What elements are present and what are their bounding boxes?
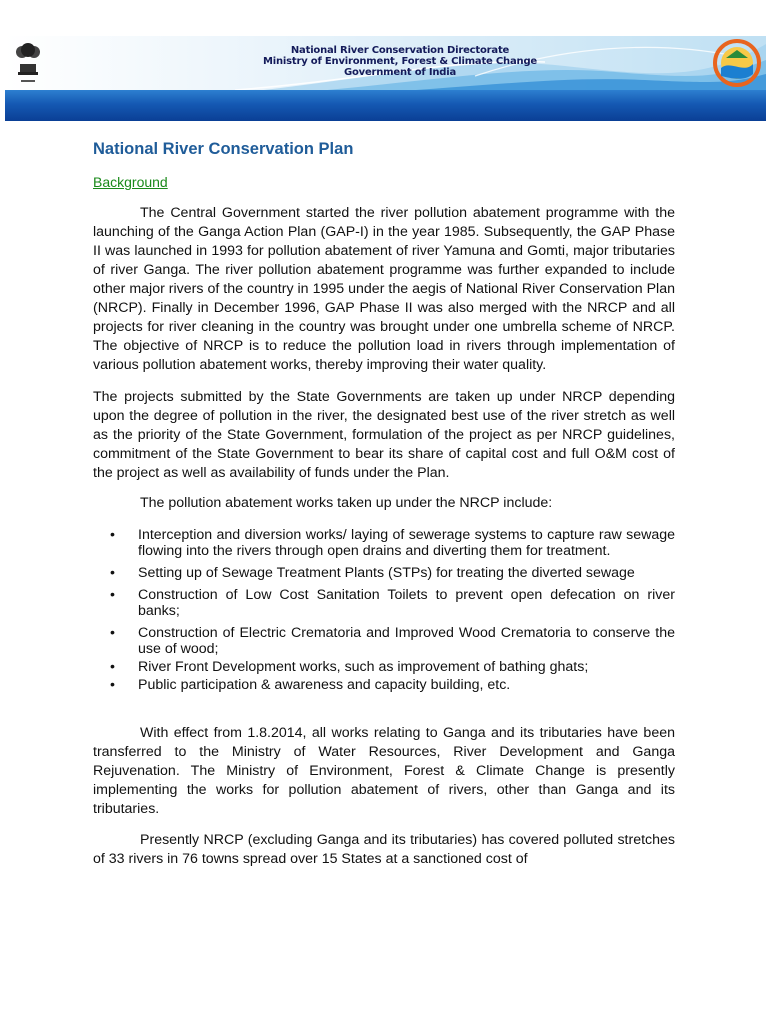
bullet-icon: • [110,677,115,693]
header-line-directorate: National River Conservation Directorate [290,45,510,56]
list-item [93,587,675,619]
list-item-text: Public participation & awareness and capacity building, etc. [138,677,511,693]
paragraph-works-intro: The pollution abatement works taken up under the NRCP include: [140,495,553,511]
paragraph-transfer: With effect from 1.8.2014, all works relating to Ganga and its tributaries have been transferred to the Ministry of Water Resources, River Development and Ganga Rejuvenation. The Ministry of Environment, Forest & Climate Change is presently implementing the works for pollution abatement of rivers, other than Ganga and its tributaries. [93,725,675,817]
paragraph-projects: The projects submitted by the State Governments are taken up under NRCP depending upon the degree of pollution in the river, the designated best use of the river stretch as well as the priority of the State Government, formulation of the project as per NRCP guidelines, commitment of the State Government to bear its share of capital cost and full O&M cost of the project as well as availability of funds under the Plan. [93,389,675,481]
paragraph-coverage: Presently NRCP (excluding Ganga and its tributaries) has covered polluted stretches of 33 rivers in 76 towns spread over 15 States at a sanctioned cost of [93,832,675,867]
list-item [93,659,675,675]
works-list [93,527,675,693]
document-body [93,138,675,869]
nrcd-logo-icon [712,38,762,88]
bullet-icon: • [110,527,115,543]
list-item [93,565,675,581]
header-line-government: Government of India [343,67,457,78]
bullet-icon: • [110,659,115,675]
list-item-text: Construction of Low Cost Sanitation Toilets to prevent open defecation on river banks; [138,587,675,619]
background-heading-link[interactable]: Background [93,174,168,190]
bullet-icon: • [110,565,115,581]
state-emblem-icon [11,38,45,88]
header-title-block [235,45,565,78]
page-header [5,36,766,121]
list-item [93,677,675,693]
bullet-icon: • [110,625,115,641]
list-item-text: Construction of Electric Crematoria and Improved Wood Crematoria to conserve the use of wood; [138,625,675,657]
paragraph-history: The Central Government started the river pollution abatement programme with the launching of the Ganga Action Plan (GAP-I) in the year 1985. Subsequently, the GAP Phase II was launched in 1993 for pollution abatement of river Yamuna and Gomti, major tributaries of river Ganga. The river pollution abatement programme was further expanded to include other major rivers of the country in 1995 under the aegis of National River Conservation Plan (NRCP). Finally in December 1996, GAP Phase II was also merged with the NRCP and all projects for river cleaning in the country was brought under one umbrella scheme of NRCP. The objective of NRCP is to reduce the pollution load in rivers through implementation of various pollution abatement works, thereby improving their water quality. [93,205,675,373]
list-item-text: Setting up of Sewage Treatment Plants (STPs) for treating the diverted sewage [138,565,635,581]
list-item-text: River Front Development works, such as improvement of bathing ghats; [138,659,589,675]
bullet-icon: • [110,587,115,603]
header-line-ministry: Ministry of Environment, Forest & Climate Change [263,56,537,67]
list-item [93,625,675,657]
list-item-text: Interception and diversion works/ laying of sewerage systems to capture raw sewage flowing into the rivers through open drains and diverting them for treatment. [138,527,675,559]
header-blue-band [5,90,766,121]
list-item [93,527,675,559]
page-title: National River Conservation Plan [93,140,354,158]
